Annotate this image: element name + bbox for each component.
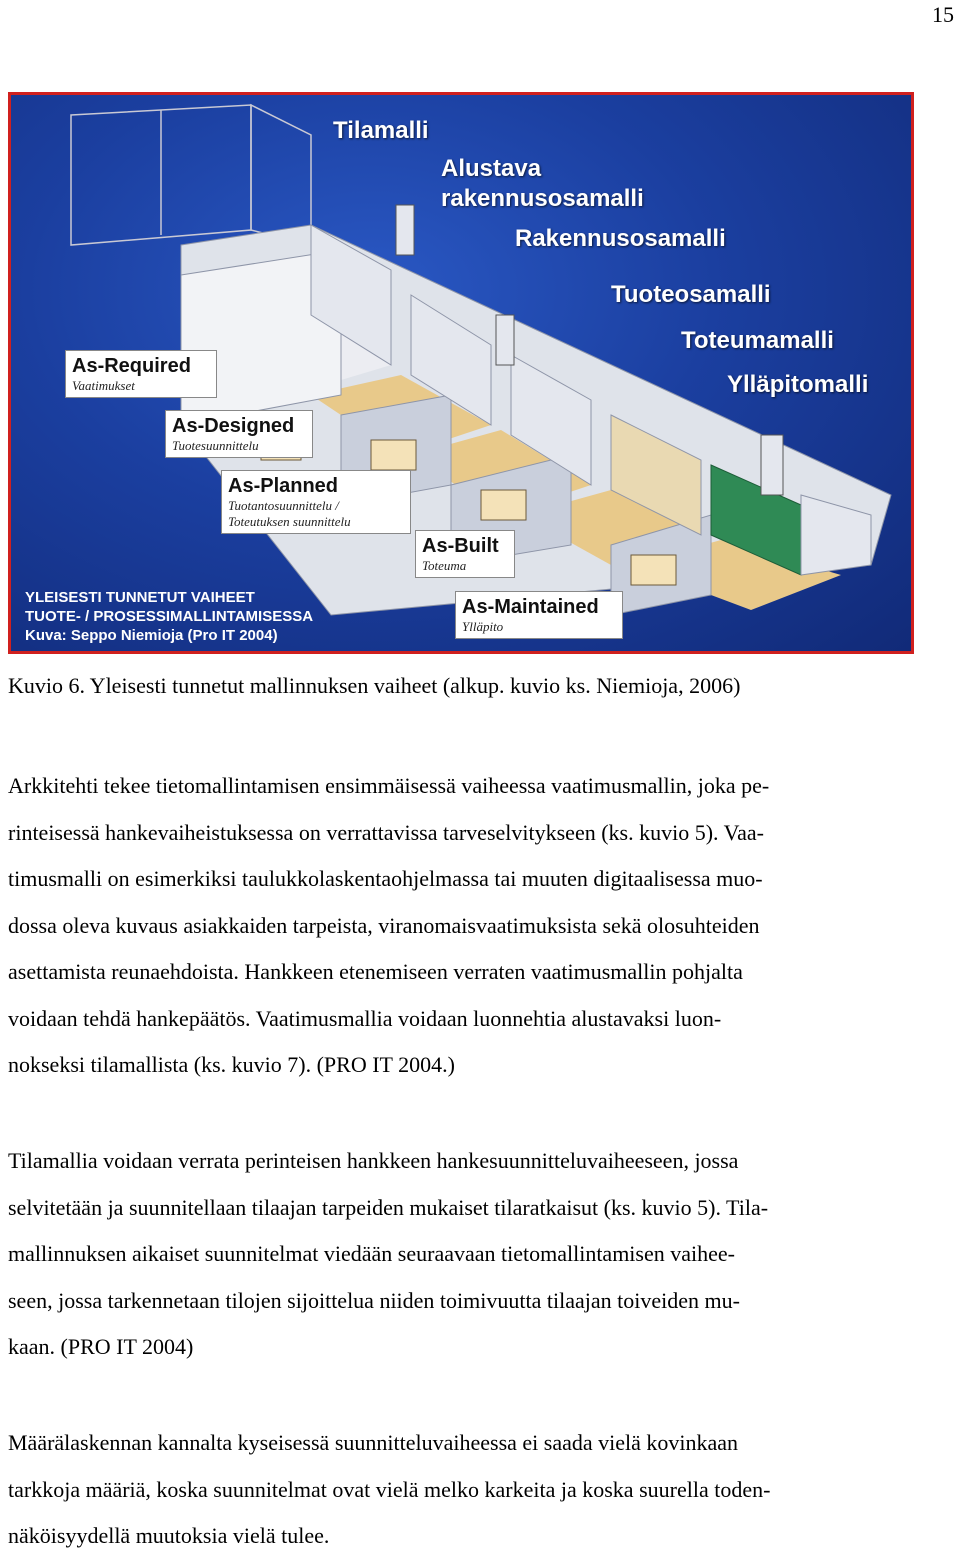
text-line: timusmalli on esimerkiksi taulukkolaskentaohjelmassa tai muuten digitaalisessa muo- xyxy=(8,866,763,891)
text-line: kaan. (PRO IT 2004) xyxy=(8,1334,194,1359)
phase-title: As-Designed xyxy=(172,415,295,437)
phase-subtitle: Vaatimukset xyxy=(72,378,135,393)
text-line: dossa oleva kuvaus asiakkaiden tarpeista, viranomaisvaatimuksista sekä olosuhteiden xyxy=(8,912,760,938)
paragraph-3 xyxy=(8,1420,953,1560)
window-3 xyxy=(481,490,526,520)
phase-subtitle: Tuotantosuunnittelu / xyxy=(228,498,339,513)
window-2 xyxy=(371,440,416,470)
wireframe-stage xyxy=(71,105,311,245)
paragraph-2 xyxy=(8,1138,953,1371)
model-label-rakennusosamalli: Rakennusosamalli xyxy=(515,225,726,252)
credits-line: YLEISESTI TUNNETUT VAIHEET xyxy=(25,589,255,606)
model-label-toteumamalli: Toteumamalli xyxy=(681,327,834,354)
figure-caption: Kuvio 6. Yleisesti tunnetut mallinnuksen vaiheet (alkup. kuvio ks. Niemioja, 2006) xyxy=(8,673,741,698)
paragraph-1 xyxy=(8,763,953,1089)
figure-credits xyxy=(25,588,313,645)
model-label-tuoteosamalli: Tuoteosamalli xyxy=(611,281,771,308)
phase-subtitle: Toteutuksen suunnittelu xyxy=(228,514,351,529)
text-line: nokseksi tilamallista (ks. kuvio 7). (PRO IT 2004.) xyxy=(8,1052,455,1077)
text-line: näköisyydellä muutoksia vielä tulee. xyxy=(8,1523,330,1548)
model-label-rakennusosamalli-alustava: rakennusosamalli xyxy=(441,185,644,212)
text-line: rinteisessä hankevaiheistuksessa on verrattavissa tarveselvitykseen (ks. kuvio 5). Vaa- xyxy=(8,819,764,845)
door-2 xyxy=(496,315,514,365)
text-line: Arkkitehti tekee tietomallintamisen ensimmäisessä vaiheessa vaatimusmallin, joka pe- xyxy=(8,773,770,798)
phase-subtitle: Tuotesuunnittelu xyxy=(172,438,259,453)
text-line: seen, jossa tarkennetaan tilojen sijoittelua niiden toimivuutta tilaajan toiveiden mu- xyxy=(8,1287,740,1313)
phase-box-as-planned xyxy=(221,470,411,534)
phase-box-as-maintained xyxy=(455,591,623,639)
text-line: Määrälaskennan kannalta kyseisessä suunnitteluvaiheessa ei saada vielä kovinkaan xyxy=(8,1430,739,1455)
model-label-tilamalli: Tilamalli xyxy=(333,117,429,144)
phase-box-as-designed xyxy=(165,410,313,458)
door-1 xyxy=(396,205,414,255)
phase-subtitle: Toteuma xyxy=(422,558,467,573)
phase-title: As-Built xyxy=(422,535,499,557)
text-line: voidaan tehdä hankepäätös. Vaatimusmallia voidaan luonnehtia alustavaksi luon- xyxy=(8,1005,722,1031)
figure-image xyxy=(8,92,914,654)
text-line: mallinnuksen aikaiset suunnitelmat viedään seuraavaan tietomallintamisen vaihee- xyxy=(8,1241,735,1266)
credits-line: TUOTE- / PROSESSIMALLINTAMISESSA xyxy=(25,608,314,625)
model-label-alustava: Alustava xyxy=(441,155,542,182)
door-3 xyxy=(761,435,783,495)
text-line: selvitetään ja suunnitellaan tilaajan tarpeiden mukaiset tilaratkaisut (ks. kuvio 5). Tila- xyxy=(8,1194,769,1220)
phase-title: As-Maintained xyxy=(462,596,599,618)
phase-box-as-built xyxy=(415,530,515,578)
phase-title: As-Planned xyxy=(228,475,339,497)
text-line: tarkkoja määriä, koska suunnitelmat ovat vielä melko karkeita ja koska suurella toden- xyxy=(8,1476,771,1502)
phase-title: As-Required xyxy=(72,355,191,377)
text-line: Tilamallia voidaan verrata perinteisen hankkeen hankesuunnitteluvaiheeseen, jossa xyxy=(8,1148,739,1173)
window-4 xyxy=(631,555,676,585)
phase-box-as-required xyxy=(65,350,217,398)
page-number: 15 xyxy=(932,2,954,27)
phase-subtitle: Ylläpito xyxy=(462,619,504,634)
model-label-yllapitomalli: Ylläpitomalli xyxy=(727,371,869,398)
credits-line: Kuva: Seppo Niemioja (Pro IT 2004) xyxy=(25,627,278,644)
text-line: asettamista reunaehdoista. Hankkeen etenemiseen verraten vaatimusmallin pohjalta xyxy=(8,959,743,984)
